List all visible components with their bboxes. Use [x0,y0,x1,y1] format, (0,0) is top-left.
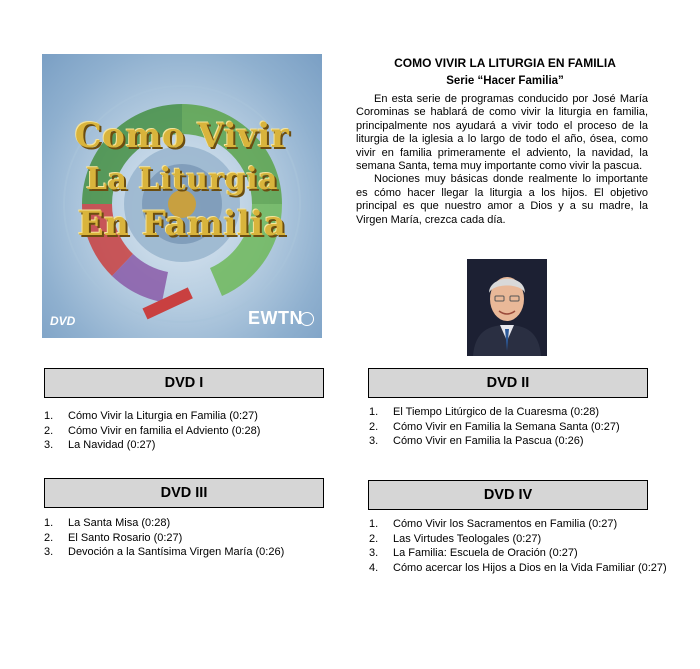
dvd-2-episode-list [369,405,669,449]
dvd-3-episode-list [44,516,344,560]
item-number: 3. [369,547,379,560]
item-number: 2. [44,424,54,437]
dvd-logo: DVD [50,314,76,328]
item-text: Cómo Vivir en Familia la Semana Santa (0:27) [393,420,620,433]
item-text: El Santo Rosario (0:27) [68,531,183,544]
list-item [369,434,669,449]
page-title: COMO VIVIR LA LITURGIA EN FAMILIA [394,56,616,70]
list-item [369,517,669,532]
dvd-1-header: DVD I [44,368,324,398]
item-text: Las Virtudes Teologales (0:27) [393,532,542,545]
item-number: 1. [44,517,54,529]
list-item [369,405,669,420]
description [356,93,648,227]
item-text: Cómo acercar los Hijos a Dios en la Vida Familiar (0:27) [393,561,667,574]
dvd-4-header: DVD IV [368,480,648,510]
item-number: 3. [44,546,54,559]
item-number: 3. [44,439,54,452]
description-paragraph-1: En esta serie de programas conducido por José María Corominas se hablará de como vivir la liturgia en familia, principalmente nos ayudará a vivir todo el proceso de la liturgia de la iglesia a lo largo de todo el año, ósea, como vivir en familia primeramente el adviento, la navidad, la semana Santa, tema muy importante como vivir la pascua. [356,93,648,173]
ewtn-logo: EWTN [248,308,303,328]
item-text: Cómo Vivir en familia el Adviento (0:28) [68,424,261,437]
item-text: La Navidad (0:27) [68,439,156,452]
presenter-photo [467,259,547,356]
item-text: La Santa Misa (0:28) [68,517,171,529]
item-number: 2. [369,420,379,433]
series-title: Serie “Hacer Familia” [446,75,564,87]
list-item [369,546,669,561]
item-number: 1. [369,518,379,530]
dvd-1-episode-list [44,409,334,453]
item-number: 2. [44,531,54,544]
cover-title-line3: En Familia [77,204,287,244]
item-number: 1. [44,410,54,422]
list-item [369,420,669,435]
item-text: Devoción a la Santísima Virgen María (0:26) [68,546,285,559]
item-number: 4. [369,561,379,574]
item-number: 1. [369,406,379,418]
list-item [44,438,334,453]
dvd-4-episode-list [369,517,669,575]
cover-title-line2: La Liturgia [85,162,279,197]
list-item [369,532,669,547]
dvd-2-header: DVD II [368,368,648,398]
globe-icon [300,312,314,326]
list-item [44,531,344,546]
item-text: Cómo Vivir los Sacramentos en Familia (0:27) [393,518,618,530]
cover-title-line1: Como Vivir [74,116,290,156]
list-item [44,409,334,424]
list-item [44,545,344,560]
item-text: Cómo Vivir la Liturgia en Familia (0:27) [68,410,258,422]
list-item [44,424,334,439]
description-paragraph-2: Nociones muy básicas donde realmente lo importante es cómo hacer llegar la liturgia a los hijos. El objetivo principal es que nuestro amor a Dios y a su madre, la Virgen María, crezca cada día. [356,173,648,226]
item-text: Cómo Vivir en Familia la Pascua (0:26) [393,435,584,448]
item-number: 3. [369,435,379,448]
list-item [44,516,344,531]
item-text: La Familia: Escuela de Oración (0:27) [393,547,578,560]
item-text: El Tiempo Litúrgico de la Cuaresma (0:28) [393,406,600,418]
list-item [369,561,669,576]
dvd-3-header: DVD III [44,478,324,508]
dvd-cover-image [42,54,322,338]
item-number: 2. [369,532,379,545]
